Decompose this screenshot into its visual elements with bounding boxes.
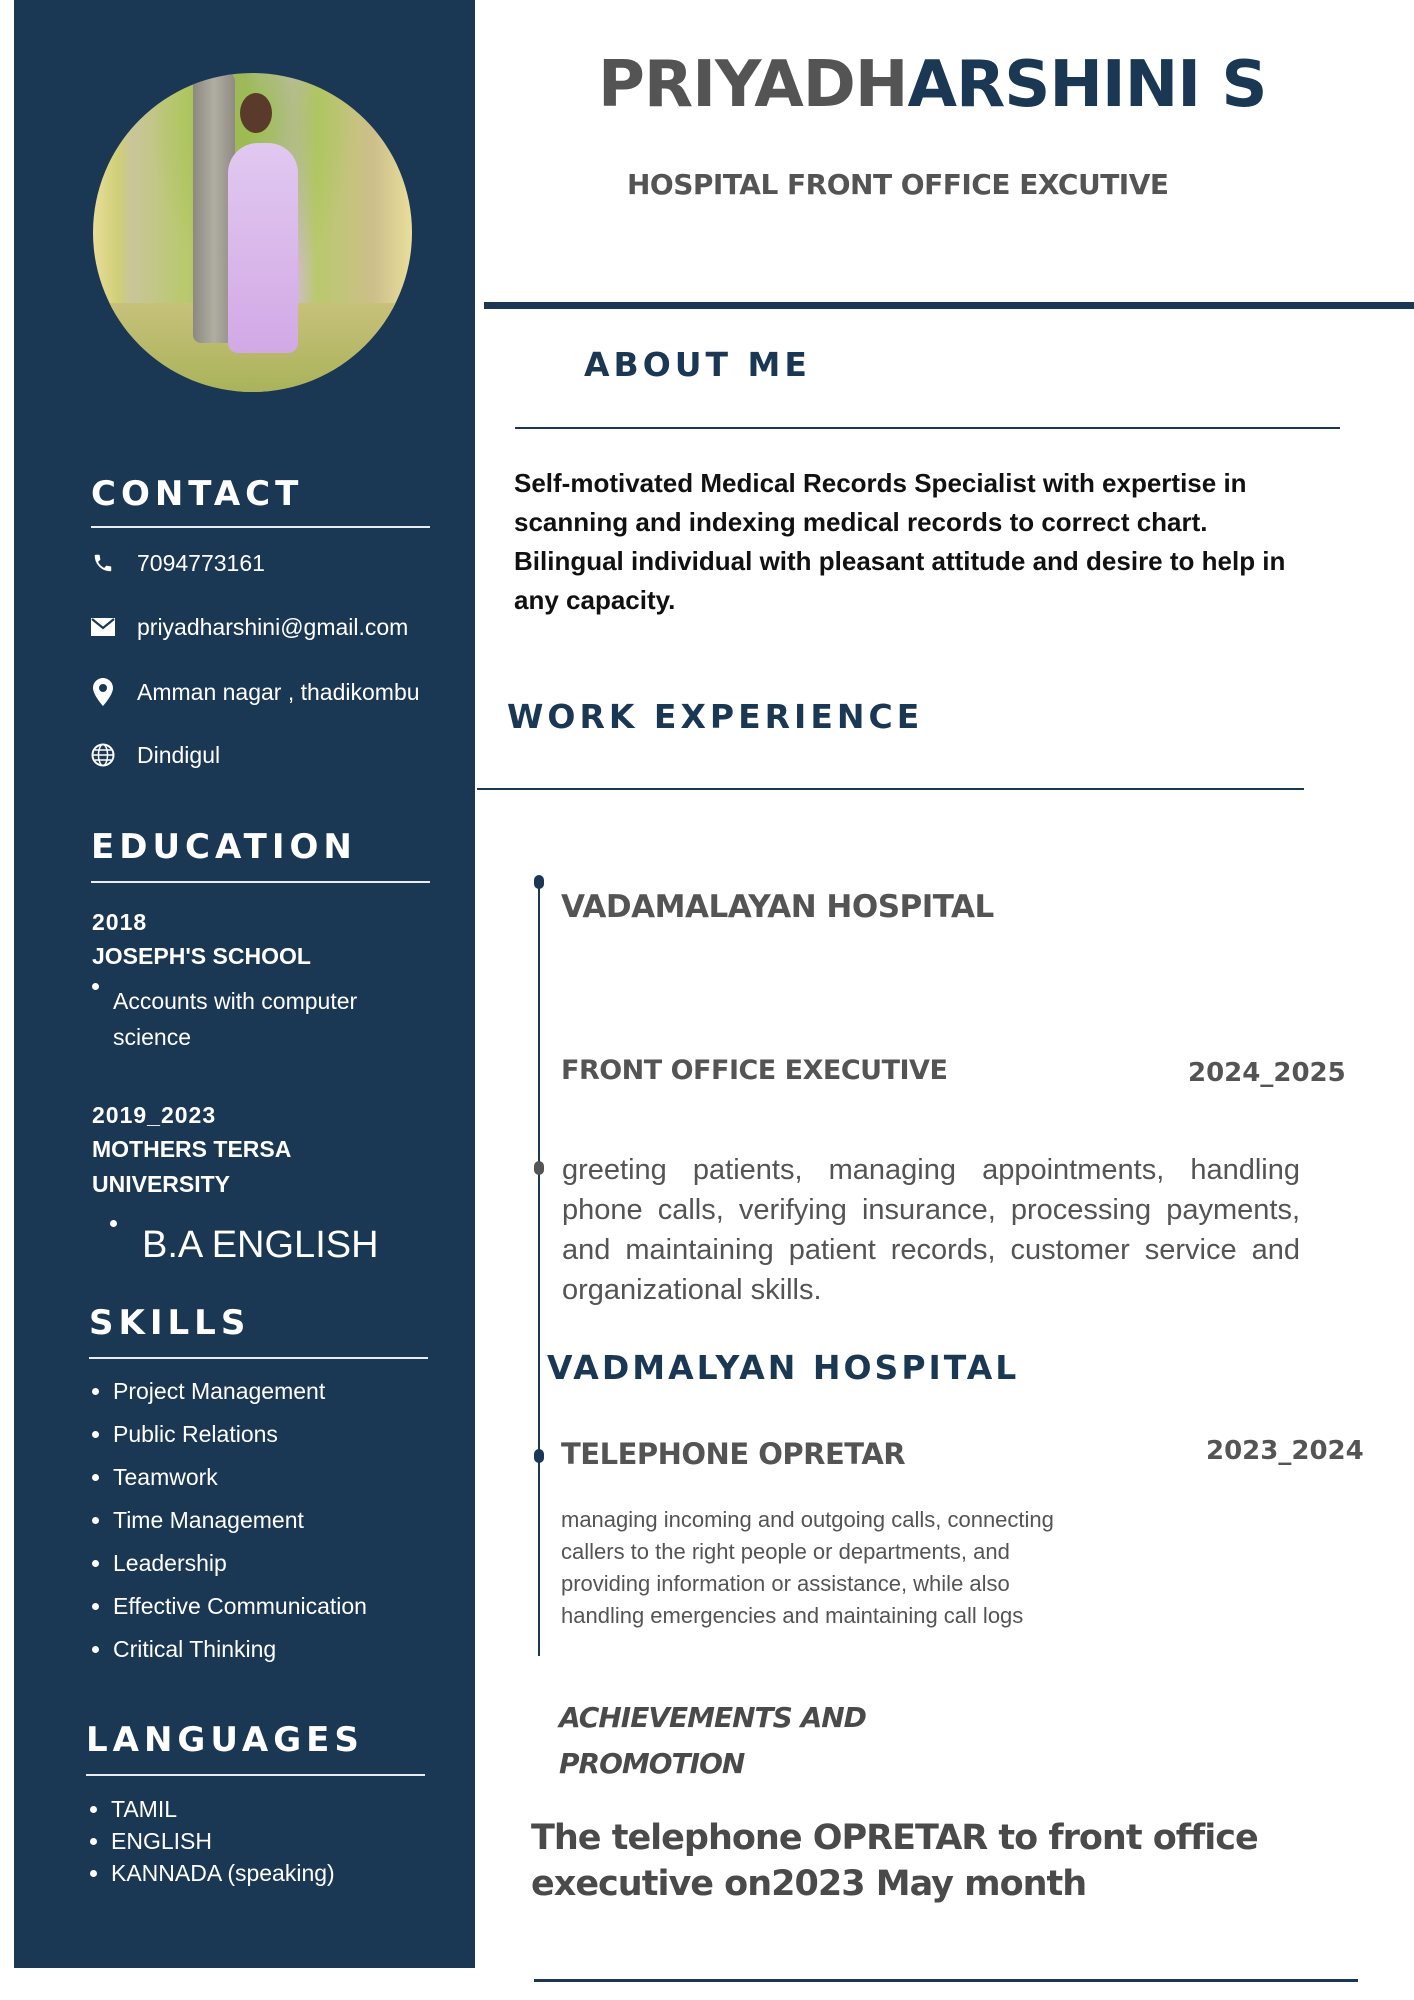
- work-experience-heading: WORK EXPERIENCE: [507, 697, 924, 736]
- about-heading: ABOUT ME: [584, 345, 811, 384]
- achievements-heading-line-1: ACHIEVEMENTS AND: [559, 1701, 866, 1734]
- timeline-dot: [534, 875, 544, 889]
- skill-item: Effective Communication: [92, 1585, 367, 1628]
- languages-heading: LANGUAGES: [86, 1720, 364, 1760]
- skill-item: Project Management: [92, 1370, 367, 1413]
- globe-icon: [91, 743, 115, 767]
- education-year: 2018: [92, 909, 148, 935]
- job-dates: 2023_2024: [1206, 1436, 1364, 1466]
- education-heading: EDUCATION: [91, 827, 357, 867]
- education-school: JOSEPH'S SCHOOL: [92, 943, 311, 969]
- job-dates: 2024_2025: [1188, 1058, 1346, 1088]
- education-year: 2019_2023: [92, 1102, 217, 1128]
- contact-address: [91, 676, 420, 708]
- profile-photo: [93, 73, 412, 392]
- language-item: ENGLISH: [90, 1825, 335, 1857]
- skills-heading: SKILLS: [89, 1303, 251, 1343]
- divider: [86, 1774, 425, 1776]
- job-role: TELEPHONE OPRETAR: [561, 1437, 906, 1471]
- divider: [91, 526, 430, 528]
- divider: [477, 788, 1304, 790]
- skills-list: [92, 1370, 367, 1671]
- contact-heading: CONTACT: [91, 474, 304, 514]
- skill-item: Teamwork: [92, 1456, 367, 1499]
- language-item: TAMIL: [90, 1793, 335, 1825]
- job-description: managing incoming and outgoing calls, connecting callers to the right people or departments, and providing information or assistance, while also handling emergencies and maintaining call logs: [561, 1507, 1054, 1628]
- footer-divider: [534, 1979, 1358, 1982]
- job-description: greeting patients, managing appointments, handling phone calls, verifying insurance, processing payments, and maintaining patient records, customer service and organizational skills.: [562, 1154, 1300, 1306]
- skill-item: Time Management: [92, 1499, 367, 1542]
- timeline-dot: [534, 1449, 544, 1463]
- achievements-heading: [559, 1695, 866, 1787]
- header-divider: [484, 302, 1414, 309]
- achievements-heading-line-2: PROMOTION: [559, 1747, 745, 1780]
- languages-list: [90, 1793, 335, 1889]
- city-text: Dindigul: [137, 741, 221, 768]
- phone-icon: [91, 551, 115, 575]
- divider: [91, 881, 430, 883]
- education-details: [92, 983, 412, 1055]
- about-text: Self-motivated Medical Records Specialist with expertise in scanning and indexing medical records to correct chart. Bilingual individual with pleasant attitude and desire to help in any capacity.: [514, 468, 1286, 615]
- candidate-name: [598, 48, 1266, 122]
- education-detail: Accounts with computer science: [92, 983, 412, 1055]
- timeline-dot: [534, 1161, 544, 1175]
- mail-icon: [91, 615, 115, 639]
- skill-item: Leadership: [92, 1542, 367, 1585]
- divider: [515, 427, 1340, 429]
- skill-item: Public Relations: [92, 1413, 367, 1456]
- education-school: MOTHERS TERSA UNIVERSITY: [92, 1136, 291, 1197]
- education-details: [110, 1220, 379, 1270]
- skill-item: Critical Thinking: [92, 1628, 367, 1671]
- job-role: FRONT OFFICE EXECUTIVE: [561, 1055, 948, 1086]
- timeline-line: [538, 880, 540, 1656]
- contact-email: [91, 611, 408, 643]
- location-pin-icon: [91, 680, 115, 704]
- divider: [89, 1357, 428, 1359]
- job-title-subtitle: HOSPITAL FRONT OFFICE EXCUTIVE: [627, 168, 1169, 201]
- contact-phone: [91, 547, 265, 579]
- email-address[interactable]: priyadharshini@gmail.com: [137, 613, 409, 640]
- language-item: KANNADA (speaking): [90, 1857, 335, 1889]
- address-text: Amman nagar , thadikombu: [137, 678, 420, 705]
- name-part-1: PRIYADH: [598, 48, 908, 122]
- phone-number[interactable]: 7094773161: [137, 549, 265, 576]
- job-company: VADAMALAYAN HOSPITAL: [561, 889, 994, 925]
- contact-city: [91, 739, 220, 771]
- job-company: VADMALYAN HOSPITAL: [547, 1348, 1020, 1387]
- education-detail: B.A ENGLISH: [110, 1220, 379, 1270]
- sidebar: [14, 0, 475, 1968]
- promotion-text: The telephone OPRETAR to front office executive on2023 May month: [531, 1818, 1258, 1904]
- name-part-2: ARSHINI S: [907, 48, 1267, 122]
